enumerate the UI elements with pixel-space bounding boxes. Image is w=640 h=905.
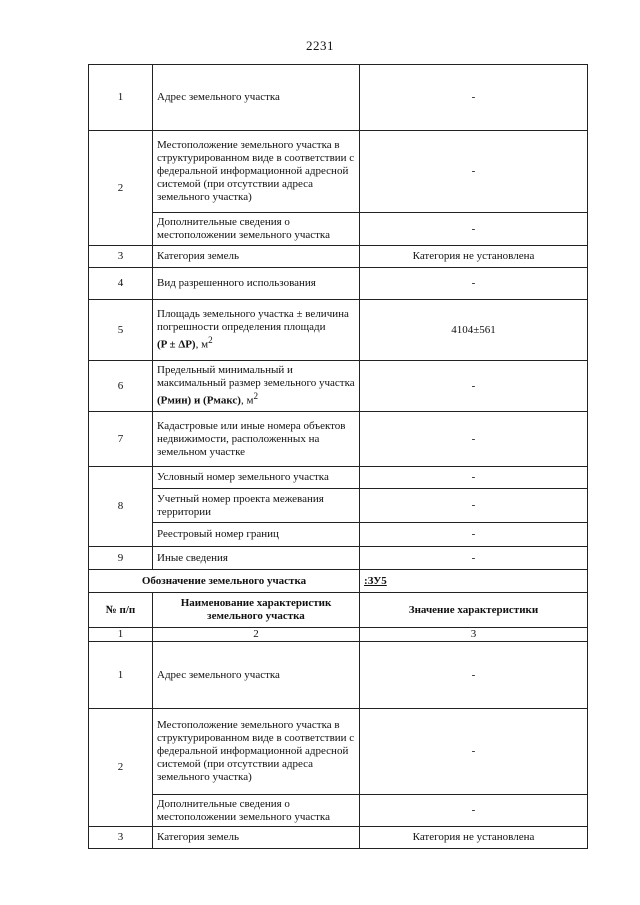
area-unit-exponent: 2 xyxy=(208,335,213,346)
characteristic-value: 4104±561 xyxy=(360,300,588,361)
characteristic-value: Категория не установлена xyxy=(360,246,588,268)
table-row xyxy=(89,467,588,489)
table-row xyxy=(89,709,588,795)
row-number: 1 xyxy=(89,642,153,709)
area-label: Площадь земельного участка ± величина погрешности определения площади xyxy=(157,308,349,334)
row-number: 8 xyxy=(89,467,153,547)
header-value: Значение характеристики xyxy=(360,593,588,628)
characteristic-name xyxy=(153,361,360,412)
characteristic-name: Условный номер земельного участка xyxy=(153,467,360,489)
characteristic-value: - xyxy=(360,523,588,547)
land-plot-table xyxy=(88,64,588,849)
table-row xyxy=(89,547,588,570)
table-row xyxy=(89,523,588,547)
table-row xyxy=(89,827,588,849)
table-row xyxy=(89,412,588,467)
header-number: № п/п xyxy=(89,593,153,628)
table-row xyxy=(89,213,588,246)
table-row xyxy=(89,246,588,268)
characteristic-value: - xyxy=(360,489,588,523)
row-number: 1 xyxy=(89,65,153,131)
characteristic-value: - xyxy=(360,547,588,570)
designation-value: :ЗУ5 xyxy=(360,570,588,593)
characteristic-name: Реестровый номер границ xyxy=(153,523,360,547)
characteristic-name: Адрес земельного участка xyxy=(153,642,360,709)
header-row xyxy=(89,593,588,628)
numbering-row xyxy=(89,628,588,642)
designation-row xyxy=(89,570,588,593)
characteristic-name: Адрес земельного участка xyxy=(153,65,360,131)
row-number: 9 xyxy=(89,547,153,570)
row-number: 6 xyxy=(89,361,153,412)
table-row xyxy=(89,489,588,523)
table-row xyxy=(89,642,588,709)
characteristic-name: Дополнительные сведения о местоположении земельного участка xyxy=(153,213,360,246)
row-number: 2 xyxy=(89,709,153,827)
characteristic-name: Вид разрешенного использования xyxy=(153,268,360,300)
characteristic-value: Категория не установлена xyxy=(360,827,588,849)
row-number: 3 xyxy=(89,827,153,849)
row-number: 5 xyxy=(89,300,153,361)
characteristic-value: - xyxy=(360,131,588,213)
characteristic-name: Местоположение земельного участка в структурированном виде в соответствии с федеральной информационной адресной системой (при отсутствии адреса земельного участка) xyxy=(153,709,360,795)
row-number: 4 xyxy=(89,268,153,300)
size-label: Предельный минимальный и максимальный размер земельного участка xyxy=(157,364,355,390)
characteristic-name: Учетный номер проекта межевания территории xyxy=(153,489,360,523)
characteristic-value: - xyxy=(360,795,588,827)
page-number: 2231 xyxy=(306,38,334,53)
column-number: 1 xyxy=(89,628,153,642)
characteristic-value: - xyxy=(360,361,588,412)
row-number: 3 xyxy=(89,246,153,268)
row-number: 7 xyxy=(89,412,153,467)
characteristic-name: Категория земель xyxy=(153,827,360,849)
area-unit: , м xyxy=(195,338,209,351)
characteristic-value: - xyxy=(360,642,588,709)
table-row xyxy=(89,131,588,213)
characteristic-value: - xyxy=(360,412,588,467)
characteristic-name: Местоположение земельного участка в структурированном виде в соответствии с федеральной информационной адресной системой (при отсутствии адреса земельного участка) xyxy=(153,131,360,213)
table-row xyxy=(89,795,588,827)
table-row xyxy=(89,300,588,361)
designation-label: Обозначение земельного участка xyxy=(89,570,360,593)
characteristic-name: Категория земель xyxy=(153,246,360,268)
table-row xyxy=(89,268,588,300)
characteristic-name: Дополнительные сведения о местоположении земельного участка xyxy=(153,795,360,827)
size-formula: (Рмин) и (Рмакс) xyxy=(157,394,241,407)
characteristic-name: Кадастровые или иные номера объектов недвижимости, расположенных на земельном участке xyxy=(153,412,360,467)
column-number: 3 xyxy=(360,628,588,642)
characteristic-value: - xyxy=(360,65,588,131)
header-name: Наименование характеристик земельного участка xyxy=(153,593,360,628)
size-unit-exponent: 2 xyxy=(253,391,259,402)
table-row xyxy=(89,65,588,131)
table-row xyxy=(89,361,588,412)
characteristic-value: - xyxy=(360,213,588,246)
characteristic-value: - xyxy=(360,467,588,489)
characteristic-name: Иные сведения xyxy=(153,547,360,570)
characteristic-name xyxy=(153,300,360,361)
characteristic-value: - xyxy=(360,709,588,795)
column-number: 2 xyxy=(153,628,360,642)
area-formula: (P ± ΔP) xyxy=(157,338,196,351)
characteristic-value: - xyxy=(360,268,588,300)
row-number: 2 xyxy=(89,131,153,246)
size-unit: , м xyxy=(240,394,254,407)
